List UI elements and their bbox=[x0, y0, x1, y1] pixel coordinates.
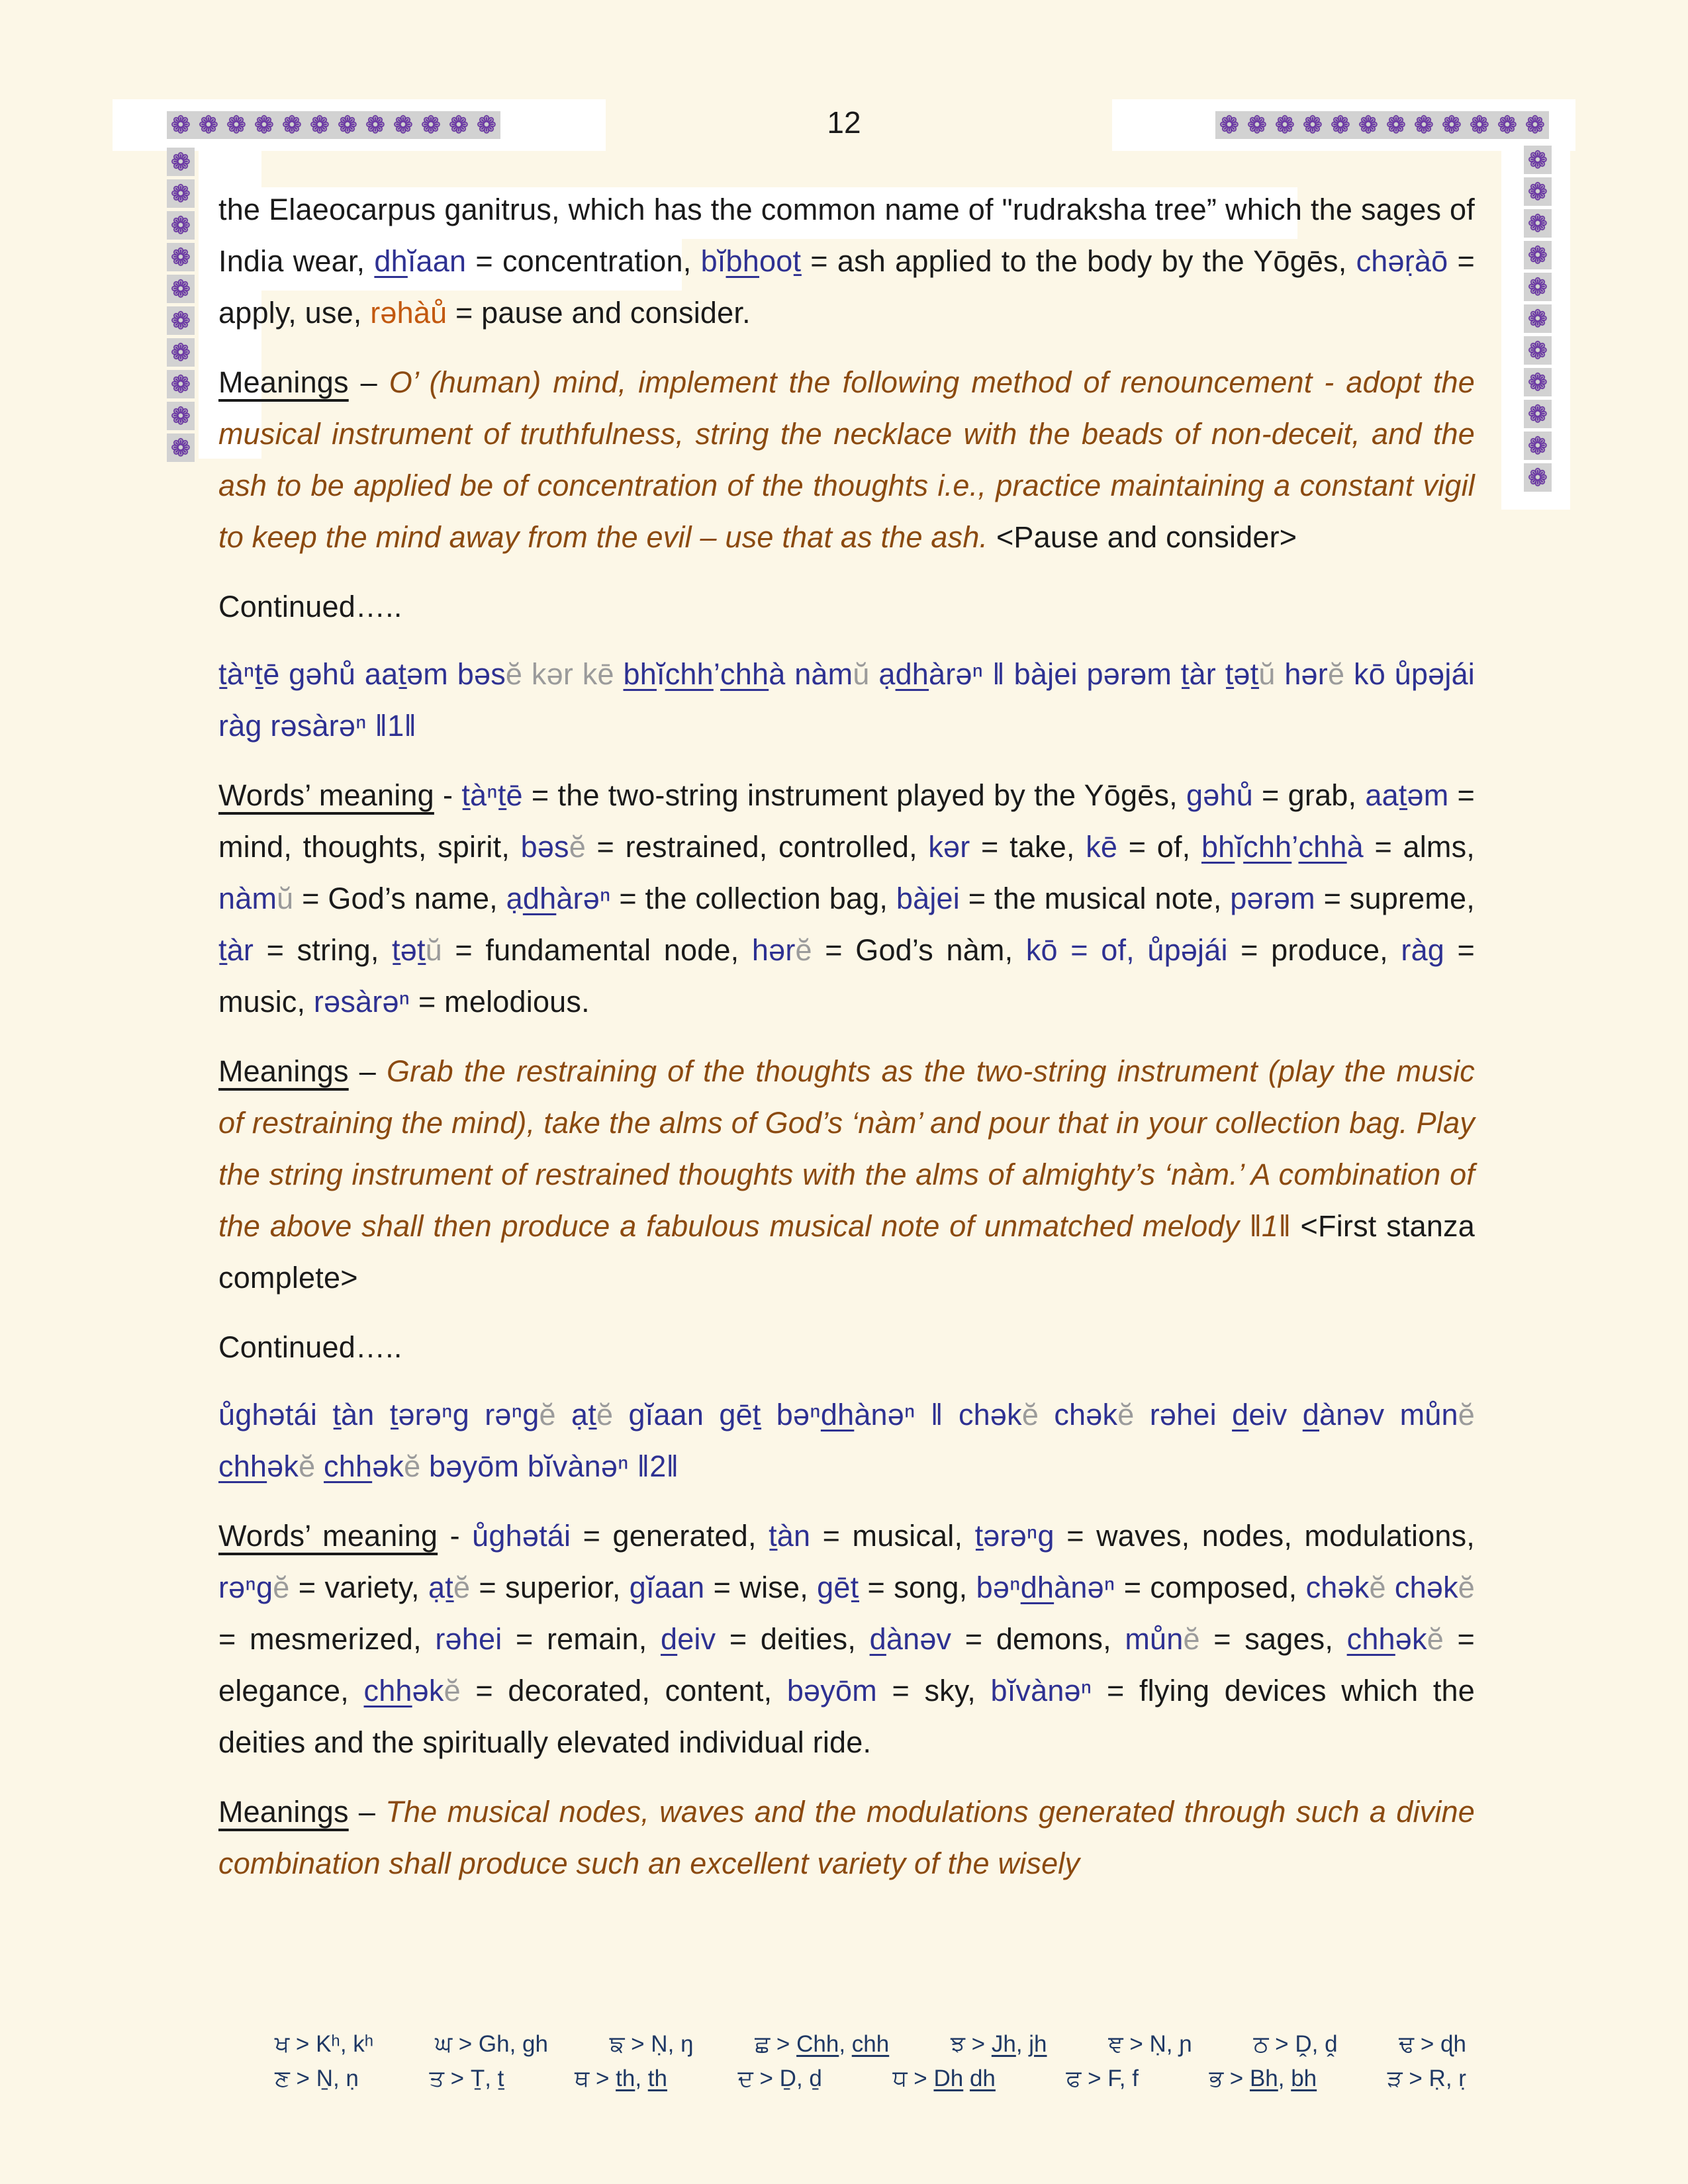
legend-item: ਦ > Ḏ, ḏ bbox=[737, 2066, 822, 2091]
flower-icon: ❁ bbox=[222, 111, 250, 139]
legend-item: ਥ > th, th bbox=[575, 2066, 667, 2091]
flower-icon: ❁ bbox=[1524, 209, 1552, 238]
floral-border-right bbox=[1524, 146, 1552, 495]
transliteration-legend bbox=[275, 2027, 1466, 2096]
flower-icon: ❁ bbox=[1524, 273, 1552, 301]
flower-icon: ❁ bbox=[1524, 336, 1552, 365]
flower-icon: ❁ bbox=[167, 370, 195, 398]
flower-icon: ❁ bbox=[417, 111, 445, 139]
flower-icon: ❁ bbox=[1524, 241, 1552, 269]
paragraph-intro: the Elaeocarpus ganitrus, which has the common name of "rudraksha tree” which the sages of India wear, dhĭaan = concentration, bĭbhooṯ = ash applied to the body by the Yōgēs, chəṛàō = apply, use, rəhàů = pause and consider. bbox=[218, 193, 1475, 330]
flower-icon: ❁ bbox=[167, 211, 195, 240]
flower-icon: ❁ bbox=[1215, 111, 1243, 139]
flower-icon: ❁ bbox=[1524, 177, 1552, 206]
flower-icon: ❁ bbox=[389, 111, 417, 139]
flower-icon: ❁ bbox=[167, 243, 195, 271]
legend-item: ਙ > Ṇ, ŋ bbox=[609, 2031, 694, 2057]
paragraph-words-meaning-2: Words’ meaning - ůghətái = generated, ṯàn = musical, ṯərəⁿg = waves, nodes, modulations, rəⁿgĕ = variety, ạṯĕ = superior, gĭaan = wise, gēṯ = song, bəⁿdhànəⁿ = composed, chəkĕ chəkĕ = mesmerized, rəhei = remain, deiv = deities, dànəv = demons, můnĕ = sages, chhəkĕ = elegance, chhəkĕ = decorated, content, bəyōm = sky, bĭvànəⁿ = flying devices which the deities and the spiritually elevated individual ride. bbox=[218, 1519, 1476, 1759]
flower-icon: ❁ bbox=[1524, 463, 1552, 492]
continued-label-1: Continued….. bbox=[218, 590, 402, 623]
flower-icon: ❁ bbox=[195, 111, 222, 139]
floral-border-left bbox=[167, 148, 195, 465]
legend-item: ਘ > Gh, gh bbox=[434, 2031, 548, 2057]
legend-item: ਛ > Chh, chh bbox=[755, 2031, 890, 2057]
flower-icon: ❁ bbox=[250, 111, 278, 139]
legend-item: ਧ > Dh dh bbox=[892, 2066, 996, 2091]
flower-icon: ❁ bbox=[1524, 368, 1552, 396]
flower-icon: ❁ bbox=[167, 402, 195, 430]
paragraph-words-meaning-1: Words’ meaning - ṯàⁿṯē = the two-string instrument played by the Yōgēs, gəhů = grab, aaṯəm = mind, thoughts, spirit, bəsĕ = restrained, controlled, kər = take, kē = of, bhĭchh’chhà = alms, nàmŭ = God’s name, ạdhàrəⁿ = the collection bag, bàjei = the musical note, pərəm = supreme, ṯàr = string, ṯəṯŭ = fundamental node, hərĕ = God’s nàm, kō = of, ůpəjái = produce, ràg = music, rəsàrəⁿ = melodious. bbox=[218, 778, 1476, 1019]
flower-icon: ❁ bbox=[1438, 111, 1466, 139]
shabad-stanza-2: ůghətái ṯàn ṯərəⁿg rəⁿgĕ ạṯĕ gĭaan gēṯ bəⁿdhànəⁿ ‖ chəkĕ chəkĕ rəhei deiv dànəv můnĕ chhəkĕ chhəkĕ bəyōm bĭvànəⁿ ‖2‖ bbox=[218, 1398, 1476, 1483]
flower-icon: ❁ bbox=[1524, 146, 1552, 174]
legend-item: ਢ > ɖh bbox=[1399, 2031, 1466, 2057]
flower-icon: ❁ bbox=[1327, 111, 1354, 139]
flower-icon: ❁ bbox=[167, 275, 195, 303]
flower-icon: ❁ bbox=[1521, 111, 1549, 139]
flower-icon: ❁ bbox=[1466, 111, 1493, 139]
legend-item: ਣ > Ṉ, ṇ bbox=[275, 2066, 359, 2091]
flower-icon: ❁ bbox=[1354, 111, 1382, 139]
flower-icon: ❁ bbox=[1299, 111, 1327, 139]
flower-icon: ❁ bbox=[361, 111, 389, 139]
floral-border-top-right bbox=[1215, 111, 1549, 139]
flower-icon: ❁ bbox=[1524, 432, 1552, 460]
floral-border-top-left bbox=[167, 111, 500, 139]
flower-icon: ❁ bbox=[334, 111, 361, 139]
flower-icon: ❁ bbox=[167, 338, 195, 367]
flower-icon: ❁ bbox=[167, 179, 195, 208]
flower-icon: ❁ bbox=[473, 111, 500, 139]
flower-icon: ❁ bbox=[1382, 111, 1410, 139]
paragraph-meanings-1: Meanings – O’ (human) mind, implement the following method of renouncement - adopt the musical instrument of truthfulness, string the necklace with the beads of non-deceit, and the ash to be applied be of concentration of the thoughts i.e., practice maintaining a constant vigil to keep the mind away from the evil – use that as the ash. <Pause and consider> bbox=[218, 365, 1476, 554]
flower-icon: ❁ bbox=[167, 306, 195, 335]
legend-row bbox=[275, 2062, 1466, 2096]
continued-label-2: Continued….. bbox=[218, 1330, 402, 1364]
legend-item: ਤ > Ṯ, ṯ bbox=[429, 2066, 504, 2091]
paragraph-meanings-2: Meanings – Grab the restraining of the thoughts as the two-string instrument (play the music of restraining the mind), take the alms of God’s ‘nàm’ and pour that in your collection bag. Play the string instrument of restrained thoughts with the alms of almighty’s ‘nàm.’ A combination of the above shall then produce a fabulous musical note of unmatched melody ‖1‖ <First stanza complete> bbox=[218, 1054, 1475, 1295]
legend-item: ਞ > Ṇ, ɲ bbox=[1108, 2031, 1192, 2057]
paragraph-meanings-3: Meanings – The musical nodes, waves and the modulations generated through such a divine combination shall produce such an excellent variety of the wisely bbox=[218, 1795, 1475, 1880]
flower-icon: ❁ bbox=[1524, 304, 1552, 333]
shabad-stanza-1: ṯàⁿṯē gəhů aaṯəm bəsĕ kər kē bhĭchh’chhà nàmŭ ạdhàrəⁿ ‖ bàjei pərəm ṯàr ṯəṯŭ hərĕ kō ůpəjái ràg rəsàrəⁿ ‖1‖ bbox=[218, 657, 1475, 743]
flower-icon: ❁ bbox=[1243, 111, 1271, 139]
legend-item: ਠ > Ḓ, ḓ bbox=[1253, 2031, 1338, 2057]
flower-icon: ❁ bbox=[278, 111, 306, 139]
flower-icon: ❁ bbox=[445, 111, 473, 139]
legend-item: ਖ > Kʰ, kʰ bbox=[275, 2031, 374, 2057]
flower-icon: ❁ bbox=[167, 111, 195, 139]
legend-item: ਫ > F, f bbox=[1066, 2066, 1139, 2091]
flower-icon: ❁ bbox=[1271, 111, 1299, 139]
legend-item: ੜ > Ṛ, ṛ bbox=[1387, 2066, 1466, 2091]
legend-item: ਭ > Bh, bh bbox=[1209, 2066, 1317, 2091]
flower-icon: ❁ bbox=[1410, 111, 1438, 139]
legend-row bbox=[275, 2027, 1466, 2062]
page-content bbox=[218, 184, 1475, 1907]
flower-icon: ❁ bbox=[167, 433, 195, 462]
flower-icon: ❁ bbox=[1524, 400, 1552, 428]
legend-item: ਝ > Jh, jh bbox=[950, 2031, 1047, 2057]
flower-icon: ❁ bbox=[306, 111, 334, 139]
page-number: 12 bbox=[827, 105, 861, 140]
flower-icon: ❁ bbox=[167, 148, 195, 176]
flower-icon: ❁ bbox=[1493, 111, 1521, 139]
